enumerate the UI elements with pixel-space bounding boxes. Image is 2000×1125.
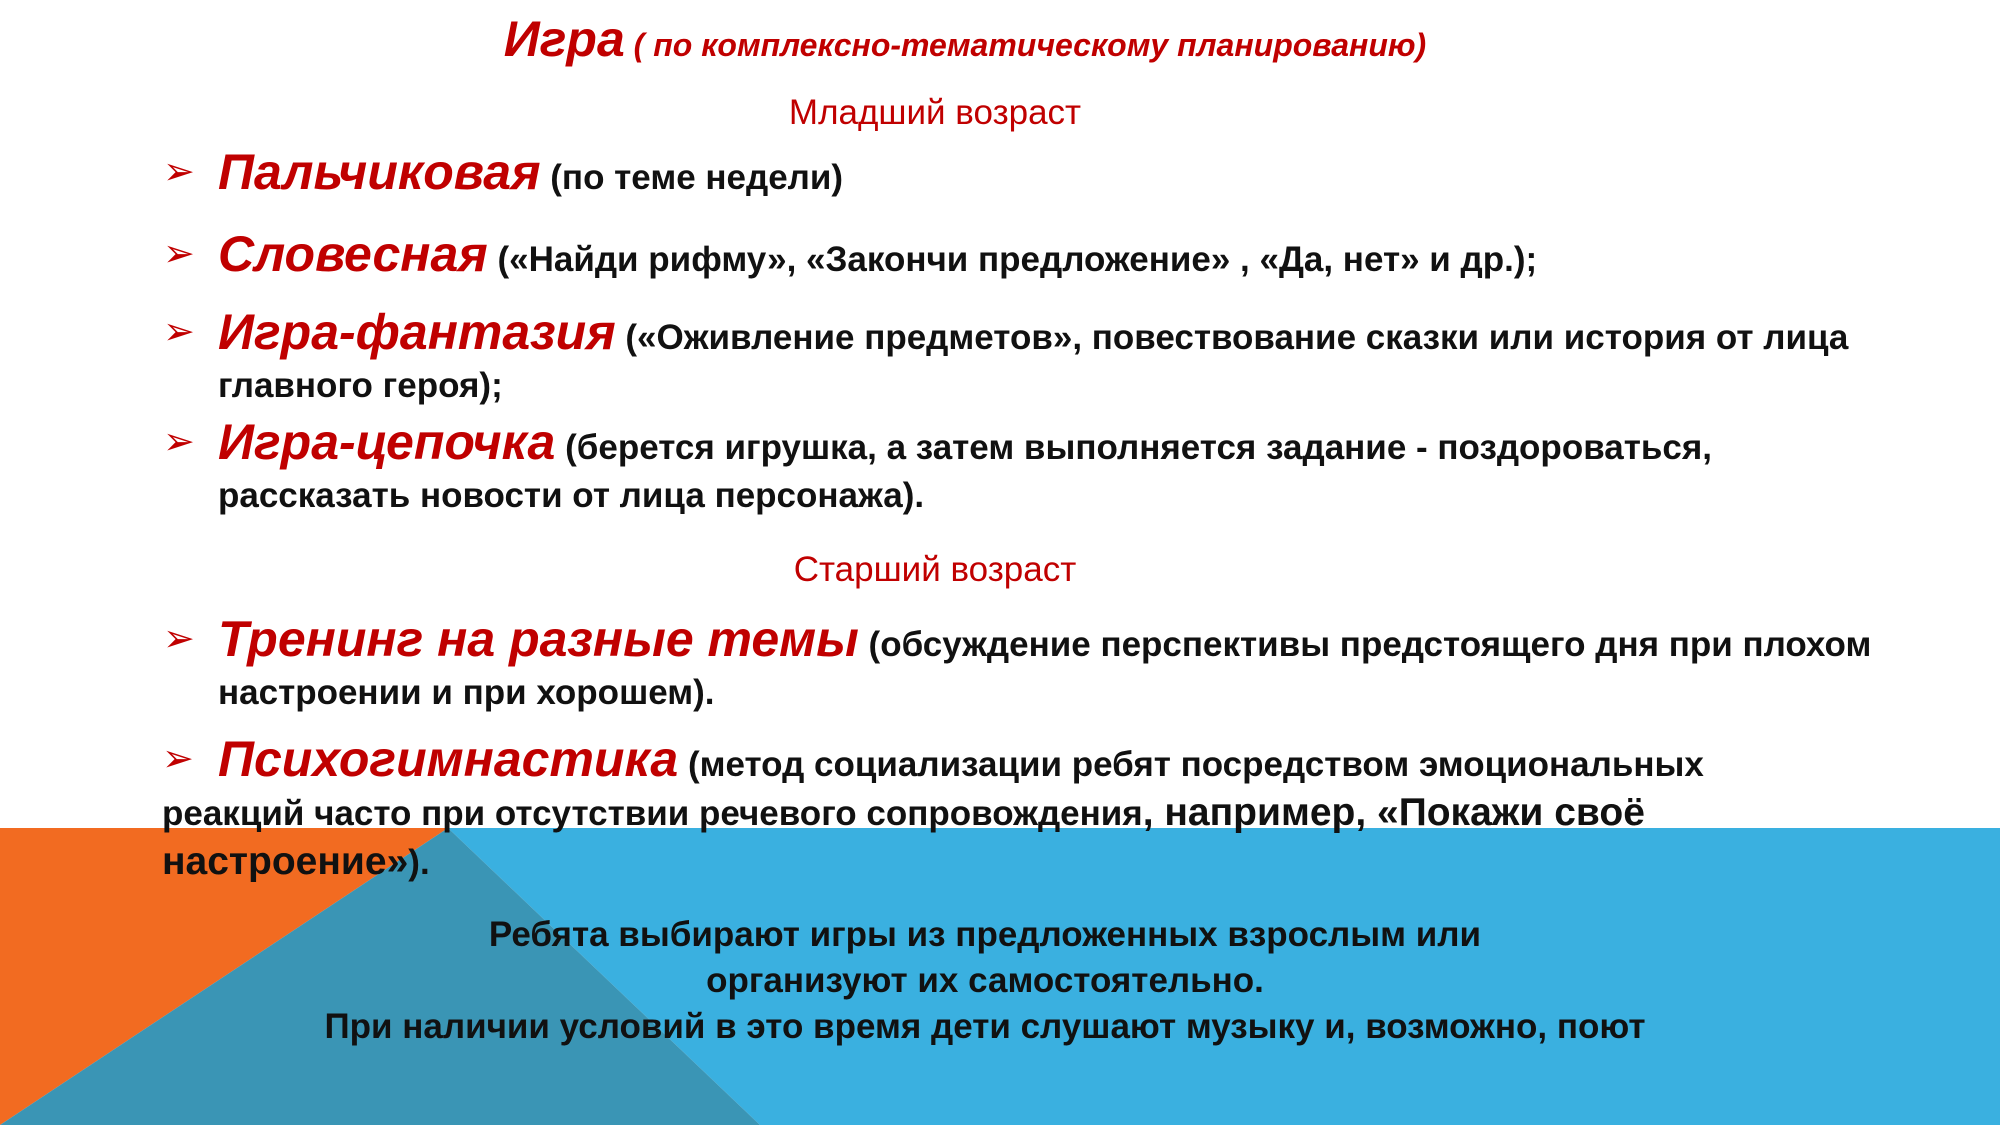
list-item-finger-game — [163, 144, 1898, 202]
footer-line-2: организуют их самостоятельно. — [706, 961, 1264, 1000]
item-head: Психогимнастика — [218, 731, 679, 787]
arrow-bullet-icon: ➢ — [163, 151, 195, 193]
item-text: (по теме недели) — [540, 158, 844, 197]
title-subtitle: ( по комплексно-тематическому планированию) — [624, 27, 1427, 63]
item-text: («Найди рифму», «Закончи предложение» , «Да, нет» и др.); — [487, 240, 1538, 279]
item-text-end: ). — [408, 843, 430, 882]
item-text: («Оживление предметов», повествование сказки или история от лица главного героя); — [218, 318, 1849, 405]
footer-note — [0, 912, 1970, 1050]
arrow-bullet-icon: ➢ — [163, 233, 195, 275]
list-item-training — [163, 611, 1898, 717]
footer-line-1: Ребята выбирают игры из предложенных взрослым или — [488, 915, 1482, 954]
title-main: Игра — [503, 11, 625, 67]
list-item-psycho-gymnastics — [162, 731, 1798, 887]
item-head: Пальчиковая — [218, 144, 541, 200]
arrow-bullet-icon: ➢ — [163, 311, 195, 353]
item-head: Игра-цепочка — [218, 414, 556, 470]
arrow-bullet-icon: ➢ — [163, 421, 195, 463]
footer-line-3: При наличии условий в это время дети слушают музыку и, возможно, поют — [324, 1007, 1646, 1046]
item-head: Словесная — [218, 226, 488, 282]
list-item-word-game — [163, 226, 1898, 284]
section-senior-heading: Старший возраст — [793, 550, 1077, 589]
item-head: Тренинг на разные темы — [218, 611, 859, 667]
list-item-fantasy-game — [163, 304, 1898, 410]
item-text: (берется игрушка, а затем выполняется задание - поздороваться, рассказать новости от лица персонажа). — [218, 428, 1712, 515]
arrow-bullet-icon: ➢ — [162, 738, 194, 780]
arrow-bullet-icon: ➢ — [163, 618, 195, 660]
item-head: Игра-фантазия — [218, 304, 616, 360]
section-junior-heading: Младший возраст — [788, 93, 1082, 132]
slide-title — [0, 10, 1930, 68]
item-text-example: , например, «Покажи своё настроение» — [162, 791, 1645, 883]
list-item-chain-game — [163, 414, 1898, 520]
item-text-main: (метод социализации ребят посредством эмоциональных реакций часто при отсутствии речевого сопровождения — [162, 745, 1704, 833]
item-text: (обсуждение перспективы предстоящего дня при плохом настроении и при хорошем). — [218, 625, 1872, 712]
